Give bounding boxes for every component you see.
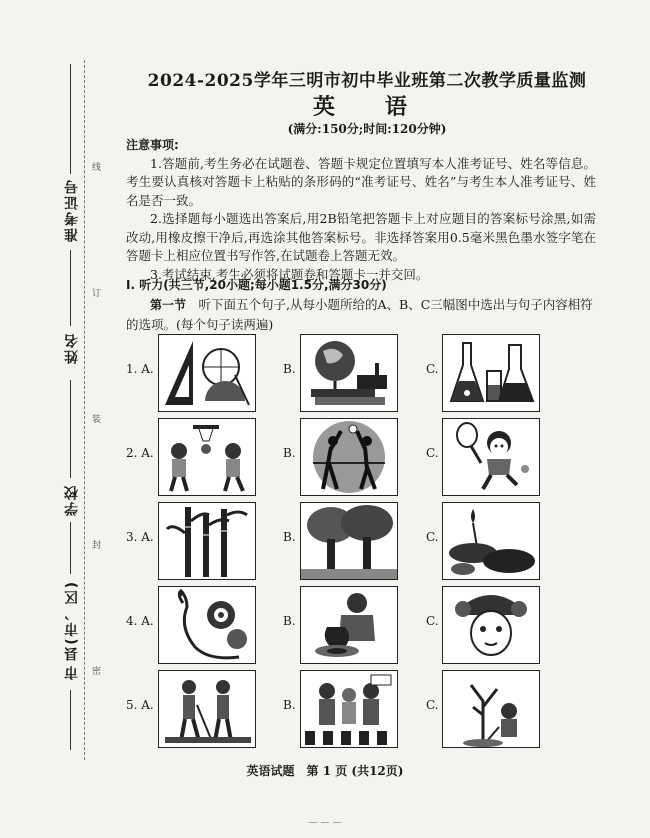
city-blank bbox=[70, 690, 71, 750]
question-row-5 bbox=[126, 670, 546, 750]
binding-char-seal: 封 bbox=[92, 541, 102, 551]
option-c-label: C. bbox=[426, 446, 439, 460]
subject-title: 英 语 bbox=[312, 94, 421, 120]
option-c-label: C. bbox=[426, 614, 439, 628]
option-b-label: B. bbox=[283, 362, 296, 376]
name-label: 姓名 bbox=[64, 332, 80, 364]
section-instruction bbox=[126, 295, 596, 334]
note-item-2: 2.选择题每小题选出答案后,用2B铅笔把答题卡上对应题目的答案标号涂黑,如需改动,用橡皮擦干净后,再选涂其他答案标号。非选择答案用0.5毫米黑色墨水签字笔在答题卡上相应位置书写作答,在试题卷上答题无效。 bbox=[126, 211, 596, 263]
tennis-girl-icon bbox=[442, 418, 540, 496]
binding-char-order: 订 bbox=[92, 289, 102, 299]
option-c-label: C. bbox=[426, 362, 439, 376]
question-number: 4. A. bbox=[126, 614, 154, 628]
trees-icon bbox=[300, 502, 398, 580]
name-blank bbox=[70, 250, 71, 326]
crossing-guard-icon bbox=[300, 670, 398, 748]
volleyball-players-icon bbox=[300, 418, 398, 496]
question-number: 5. A. bbox=[126, 698, 154, 712]
listening-section bbox=[126, 276, 596, 334]
question-number: 3. A. bbox=[126, 530, 154, 544]
school-blank bbox=[70, 380, 71, 478]
binding-char-fold: 装 bbox=[92, 415, 102, 425]
instruction-text: 听下面五个句子,从每小题所给的A、B、C三幅图中选出与句子内容相符的选项。(每个句子读两遍) bbox=[126, 297, 593, 332]
lab-flasks-icon bbox=[442, 334, 540, 412]
binding-char-secret: 密 bbox=[92, 667, 102, 677]
lotus-icon bbox=[442, 502, 540, 580]
school-label: 学校 bbox=[64, 484, 80, 516]
notes-block bbox=[126, 136, 596, 284]
peacock-peony-icon bbox=[158, 586, 256, 664]
note-item-1: 1.答题前,考生务必在试题卷、答题卡规定位置填写本人准考证号、姓名等信息。考生要认真核对答题卡上粘贴的条形码的“准考证号、姓名”与考生本人准考证号、姓名是否一致。 bbox=[126, 155, 596, 208]
page-footer: 英语试题 第 1 页 (共12页) bbox=[246, 764, 404, 778]
exam-title: 2024-2025学年三明市初中毕业班第二次教学质量监测 bbox=[147, 71, 587, 91]
section-heading: Ⅰ. 听力(共三节,20小题;每小题1.5分,满分30分) bbox=[126, 278, 387, 292]
county-blank bbox=[70, 522, 71, 574]
cut-mark: — — — bbox=[308, 818, 342, 828]
question-row-1 bbox=[126, 334, 546, 414]
volunteers-sweeping-icon bbox=[158, 670, 256, 748]
notes-heading: 注意事项: bbox=[126, 138, 179, 152]
part-label: 第一节 bbox=[150, 298, 187, 312]
note-item-3: 3.考试结束,考生必须将试题卷和答题卡一并交回。 bbox=[150, 266, 429, 282]
county-label: 县(市、区) bbox=[64, 580, 80, 661]
option-b-label: B. bbox=[283, 530, 296, 544]
option-b-label: B. bbox=[283, 698, 296, 712]
tree-planting-icon bbox=[442, 670, 540, 748]
option-c-label: C. bbox=[426, 530, 439, 544]
question-row-2 bbox=[126, 418, 546, 498]
question-row-3 bbox=[126, 502, 546, 582]
option-b-label: B. bbox=[283, 614, 296, 628]
option-b-label: B. bbox=[283, 446, 296, 460]
geometry-tools-icon bbox=[158, 334, 256, 412]
binding-dashed-line bbox=[84, 60, 85, 760]
bamboo-icon bbox=[158, 502, 256, 580]
admission-no-blank bbox=[70, 64, 71, 174]
globe-and-books-icon bbox=[300, 334, 398, 412]
binding-char-line: 线 bbox=[92, 163, 102, 173]
opera-mask-icon bbox=[442, 586, 540, 664]
question-row-4 bbox=[126, 586, 546, 666]
question-number: 2. A. bbox=[126, 446, 154, 460]
score-time: (满分:150分;时间:120分钟) bbox=[287, 122, 447, 136]
basketball-kids-icon bbox=[158, 418, 256, 496]
city-label: 市 bbox=[64, 664, 80, 680]
question-number: 1. A. bbox=[126, 362, 154, 376]
admission-no-label: 准考证号 bbox=[64, 178, 80, 242]
pottery-man-icon bbox=[300, 586, 398, 664]
option-c-label: C. bbox=[426, 698, 439, 712]
